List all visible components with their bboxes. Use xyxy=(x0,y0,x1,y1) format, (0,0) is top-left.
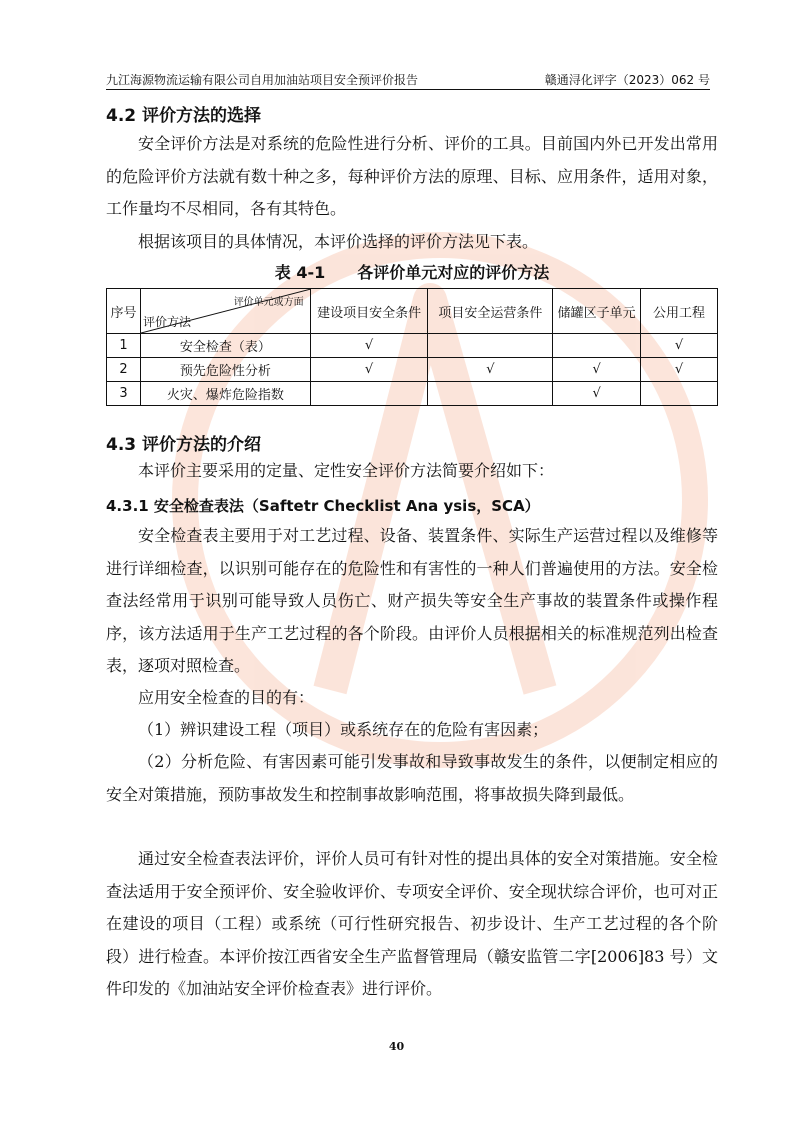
row-mark: √ xyxy=(641,334,718,358)
row-mark: √ xyxy=(310,334,428,358)
row-method: 安全检查（表） xyxy=(140,334,310,358)
section-4-3-1-paragraph-3: 通过安全检查表法评价，评价人员可有针对性的提出具体的安全对策措施。安全检查法适用于安全预评价、安全验收评价、专项安全评价、安全现状综合评价，也可对正在建设的项目（工程）或系统（可行性研究报告、初步设计、生产工艺过程的各个阶段）进行检查。本评价按江西省安全生产监督管理局（赣安监管二字[2006]83 号）文件印发的《加油站安全评价检查表》进行评价。 xyxy=(106,849,718,998)
diag-label-method: 评价方法 xyxy=(142,315,191,329)
col-header-4: 公用工程 xyxy=(641,289,718,334)
section-4-2-paragraph-1: 安全评价方法是对系统的危险性进行分析、评价的工具。目前国内外已开发出常用的危险评价方法就有数十种之多，每种评价方法的原理、目标、应用条件，适用对象，工作量均不尽相同，各有其特色。 xyxy=(106,134,718,218)
table-caption: 表 4-1 各评价单元对应的评价方法 xyxy=(274,263,550,282)
table-row xyxy=(107,382,718,406)
row-mark xyxy=(553,334,641,358)
section-4-3-heading: 4.3 评价方法的介绍 xyxy=(106,435,262,455)
page-header xyxy=(106,70,710,88)
table-row xyxy=(107,358,718,382)
section-4-3-intro: 本评价主要采用的定量、定性安全评价方法简要介绍如下： xyxy=(138,461,555,480)
col-header-diagonal xyxy=(140,289,310,334)
header-report-title: 九江海源物流运输有限公司自用加油站项目安全预评价报告 xyxy=(106,73,419,87)
row-mark xyxy=(428,382,553,406)
row-index: 1 xyxy=(107,334,141,358)
table-row xyxy=(107,334,718,358)
header-report-number: 赣通浔化评字（2023）062 号 xyxy=(544,73,710,87)
evaluation-method-table xyxy=(106,288,718,406)
row-mark xyxy=(428,334,553,358)
diag-label-unit: 评价单元或方面 xyxy=(233,297,304,308)
row-mark: √ xyxy=(553,358,641,382)
row-method: 火灾、爆炸危险指数 xyxy=(140,382,310,406)
row-mark: √ xyxy=(553,382,641,406)
row-mark: √ xyxy=(310,358,428,382)
header-divider xyxy=(106,89,710,90)
row-mark: √ xyxy=(428,358,553,382)
table-header-row xyxy=(107,289,718,334)
col-header-1: 建设项目安全条件 xyxy=(310,289,428,334)
section-4-2-heading: 4.2 评价方法的选择 xyxy=(106,106,262,126)
section-4-3-1-item-1: （1）辨识建设工程（项目）或系统存在的危险有害因素； xyxy=(138,720,549,739)
section-4-3-1-paragraph-2: 应用安全检查的目的有： xyxy=(138,688,315,707)
row-mark: √ xyxy=(641,358,718,382)
row-mark xyxy=(310,382,428,406)
section-4-2-paragraph-2: 根据该项目的具体情况，本评价选择的评价方法见下表。 xyxy=(138,232,539,251)
row-mark xyxy=(641,382,718,406)
col-header-index: 序号 xyxy=(107,289,141,334)
col-header-2: 项目安全运营条件 xyxy=(428,289,553,334)
page-number: 40 xyxy=(388,1040,405,1053)
section-4-3-1-paragraph-1: 安全检查表主要用于对工艺过程、设备、装置条件、实际生产运营过程以及维修等进行详细检查，以识别可能存在的危险性和有害性的一种人们普遍使用的方法。安全检查法经常用于识别可能导致人员伤亡、财产损失等安全生产事故的装置条件或操作程序，该方法适用于生产工艺过程的各个阶段。由评价人员根据相关的标准规范列出检查表，逐项对照检查。 xyxy=(106,526,718,675)
row-method: 预先危险性分析 xyxy=(140,358,310,382)
row-index: 2 xyxy=(107,358,141,382)
section-4-3-1-heading: 4.3.1 安全检查表法（Saftetr Checklist Ana ysis，SCA） xyxy=(106,497,540,515)
row-index: 3 xyxy=(107,382,141,406)
section-4-3-1-item-2: （2）分析危险、有害因素可能引发事故和导致事故发生的条件，以便制定相应的安全对策措施，预防事故发生和控制事故影响范围，将事故损失降到最低。 xyxy=(106,752,718,804)
col-header-3: 储罐区子单元 xyxy=(553,289,641,334)
